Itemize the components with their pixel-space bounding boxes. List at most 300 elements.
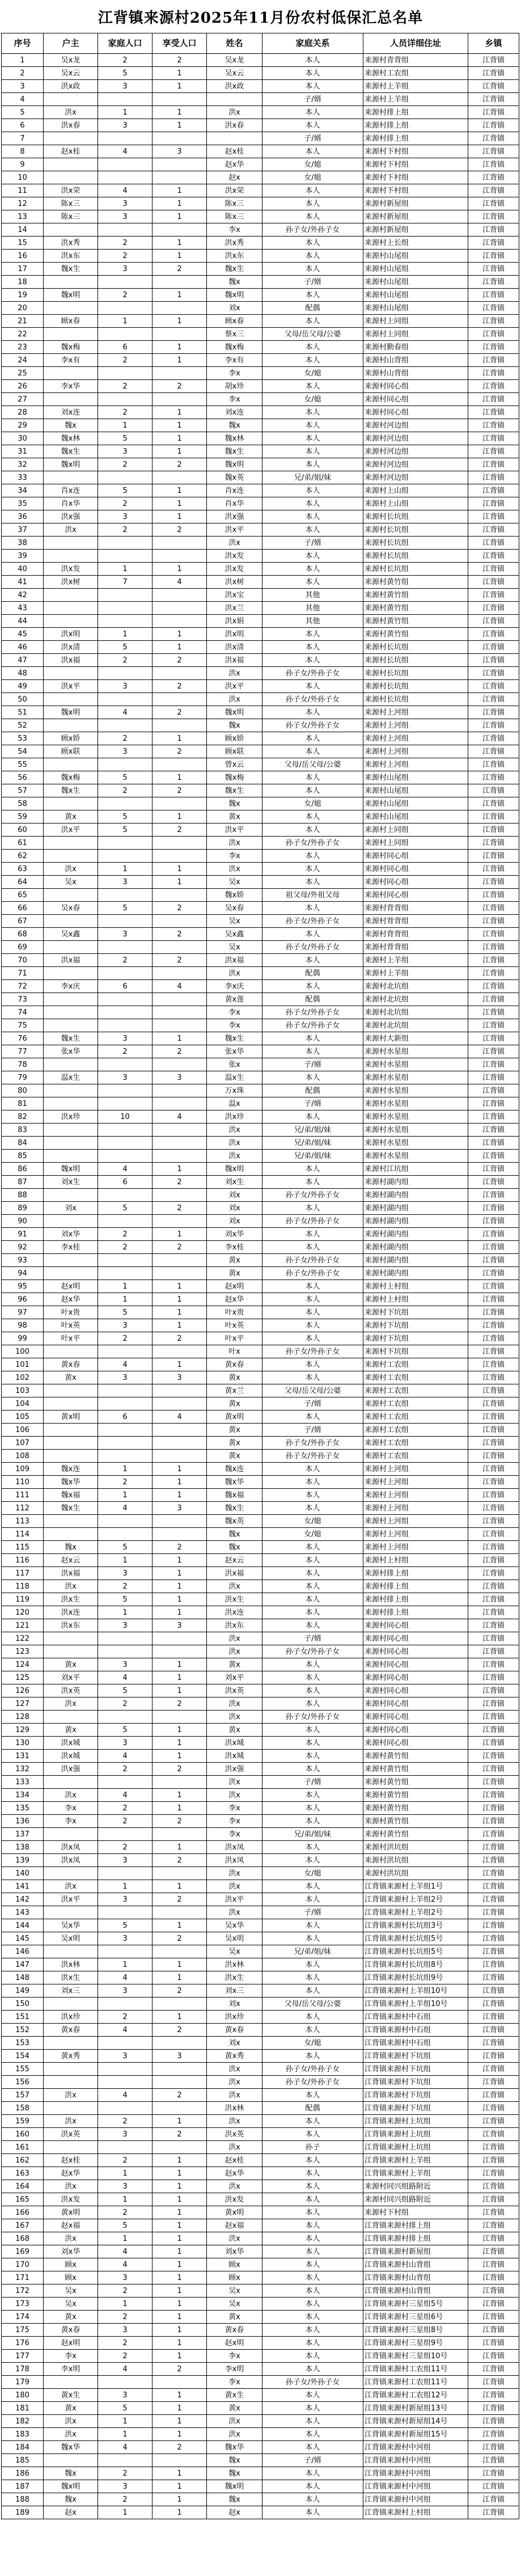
cell-householder [44, 1006, 98, 1019]
cell-address: 来源村上河组 [363, 706, 468, 719]
cell-benefit-size: 1 [153, 250, 207, 263]
cell-township: 江背镇 [468, 393, 519, 406]
cell-relation: 配偶 [262, 302, 363, 315]
cell-name: 黄x [207, 1254, 262, 1267]
col-township-header: 乡镇 [468, 33, 519, 54]
cell-relation: 本人 [262, 1293, 363, 1306]
cell-address: 来源村洪坑组 [363, 1854, 468, 1867]
cell-benefit-size: 1 [153, 1489, 207, 1502]
cell-relation: 本人 [262, 2050, 363, 2063]
cell-township: 江背镇 [468, 2128, 519, 2141]
cell-name: 魏x明 [207, 458, 262, 471]
cell-benefit-size [153, 1437, 207, 1450]
table-row [2, 354, 519, 367]
cell-relation: 本人 [262, 1541, 363, 1554]
cell-relation: 孙子女/外孙子女 [262, 719, 363, 732]
cell-householder [44, 132, 98, 145]
table-row [2, 563, 519, 576]
cell-householder [44, 941, 98, 954]
cell-relation: 本人 [262, 210, 363, 223]
cell-index: 89 [2, 1202, 44, 1215]
cell-family-size: 1 [98, 1463, 153, 1476]
table-row [2, 523, 519, 537]
cell-family-size [98, 1906, 153, 1919]
cell-index: 178 [2, 2363, 44, 2376]
cell-family-size: 2 [98, 2311, 153, 2324]
table-row [2, 1567, 519, 1580]
cell-family-size: 3 [98, 1371, 153, 1384]
cell-family-size: 2 [98, 784, 153, 797]
cell-name: 叶x [207, 1345, 262, 1358]
cell-township: 江背镇 [468, 2324, 519, 2337]
cell-benefit-size [153, 1424, 207, 1437]
cell-benefit-size: 3 [153, 1371, 207, 1384]
cell-benefit-size: 1 [153, 2350, 207, 2363]
cell-benefit-size: 2 [153, 1202, 207, 1215]
cell-family-size [98, 1215, 153, 1228]
cell-index: 34 [2, 484, 44, 497]
cell-township: 江背镇 [468, 1267, 519, 1280]
cell-township: 江背镇 [468, 263, 519, 276]
cell-township: 江背镇 [468, 2480, 519, 2493]
cell-name: 洪x福 [207, 1567, 262, 1580]
cell-householder: 李x庆 [44, 980, 98, 993]
cell-address: 来源村工农组 [363, 1358, 468, 1371]
cell-family-size [98, 1424, 153, 1437]
cell-benefit-size: 1 [153, 2245, 207, 2258]
cell-benefit-size: 2 [153, 1984, 207, 1998]
cell-benefit-size: 1 [153, 210, 207, 223]
cell-township: 江背镇 [468, 1058, 519, 1071]
cell-relation: 配偶 [262, 1084, 363, 1097]
cell-family-size: 4 [98, 706, 153, 719]
cell-address: 来源村同心组 [363, 1658, 468, 1671]
cell-relation: 本人 [262, 1593, 363, 1606]
cell-family-size: 6 [98, 980, 153, 993]
cell-householder [44, 393, 98, 406]
cell-index: 171 [2, 2271, 44, 2284]
cell-index: 119 [2, 1593, 44, 1606]
cell-name: 黄x兰 [207, 1384, 262, 1397]
cell-name: 黄x [207, 2402, 262, 2415]
cell-name: 赵x [207, 171, 262, 184]
cell-relation: 本人 [262, 784, 363, 797]
cell-householder [44, 1124, 98, 1137]
cell-relation: 本人 [262, 1893, 363, 1906]
cell-family-size: 2 [98, 2115, 153, 2128]
cell-benefit-size [153, 1137, 207, 1150]
cell-relation: 本人 [262, 654, 363, 667]
cell-householder [44, 2376, 98, 2389]
cell-township: 江背镇 [468, 1476, 519, 1489]
cell-name: 李x [207, 2376, 262, 2389]
cell-name: 洪x平 [207, 523, 262, 537]
table-row [2, 1371, 519, 1384]
cell-relation: 本人 [262, 445, 363, 458]
cell-index: 20 [2, 302, 44, 315]
cell-address: 来源村上长组 [363, 237, 468, 250]
cell-relation: 本人 [262, 1984, 363, 1998]
cell-relation: 本人 [262, 432, 363, 445]
table-row [2, 250, 519, 263]
cell-address: 来源村上河组 [363, 719, 468, 732]
table-row [2, 954, 519, 967]
cell-index: 43 [2, 602, 44, 615]
cell-householder [44, 1397, 98, 1411]
cell-benefit-size [153, 889, 207, 902]
cell-address: 来源村背背组 [363, 928, 468, 941]
cell-township: 江背镇 [468, 2441, 519, 2454]
cell-name: 黄x [207, 1424, 262, 1437]
cell-township: 江背镇 [468, 1437, 519, 1450]
cell-index: 24 [2, 354, 44, 367]
cell-householder: 吴x华 [44, 1919, 98, 1932]
table-row [2, 2337, 519, 2350]
table-row [2, 2376, 519, 2389]
table-row [2, 1998, 519, 2011]
cell-family-size [98, 537, 153, 550]
cell-name: 李x [207, 850, 262, 863]
cell-relation: 本人 [262, 2193, 363, 2206]
cell-family-size [98, 1254, 153, 1267]
cell-name: 魏x生 [207, 1032, 262, 1045]
cell-index: 113 [2, 1515, 44, 1528]
cell-benefit-size: 4 [153, 576, 207, 589]
cell-benefit-size: 2 [153, 784, 207, 797]
table-row [2, 941, 519, 954]
cell-householder [44, 302, 98, 315]
cell-householder: 洪x东 [44, 250, 98, 263]
cell-name: 魏x明 [207, 706, 262, 719]
cell-name: 洪x [207, 1632, 262, 1645]
cell-name: 魏x明 [207, 1163, 262, 1176]
cell-township: 江背镇 [468, 210, 519, 223]
table-row [2, 1906, 519, 1919]
cell-relation: 本人 [262, 1228, 363, 1241]
cell-relation: 本人 [262, 2402, 363, 2415]
cell-index: 115 [2, 1541, 44, 1554]
cell-benefit-size: 1 [153, 1971, 207, 1984]
cell-township: 江背镇 [468, 1332, 519, 1345]
cell-index: 6 [2, 119, 44, 132]
cell-householder: 洪x [44, 106, 98, 119]
cell-householder: 洪x生 [44, 1971, 98, 1984]
cell-township: 江背镇 [468, 2063, 519, 2076]
cell-address: 来源村河边组 [363, 445, 468, 458]
cell-householder: 洪x福 [44, 954, 98, 967]
cell-address: 来源村同心组 [363, 850, 468, 863]
cell-relation: 本人 [262, 2154, 363, 2167]
cell-householder [44, 171, 98, 184]
cell-name: 胡x珍 [207, 380, 262, 393]
cell-relation: 本人 [262, 1306, 363, 1319]
cell-relation: 女/媳 [262, 2037, 363, 2050]
cell-benefit-size: 3 [153, 2050, 207, 2063]
cell-address: 来源村黄竹组 [363, 1789, 468, 1802]
table-row [2, 1345, 519, 1358]
cell-householder: 赵x明 [44, 1280, 98, 1293]
cell-name: 洪x兰 [207, 602, 262, 615]
cell-name: 张x华 [207, 1045, 262, 1058]
cell-householder: 李x [44, 1802, 98, 1815]
cell-benefit-size [153, 1998, 207, 2011]
table-row [2, 237, 519, 250]
cell-householder: 洪x凤 [44, 1841, 98, 1854]
cell-family-size: 3 [98, 1932, 153, 1945]
table-row [2, 1632, 519, 1645]
cell-benefit-size [153, 1215, 207, 1228]
cell-name: 顾x [207, 2258, 262, 2271]
cell-family-size: 5 [98, 432, 153, 445]
cell-township: 江背镇 [468, 1228, 519, 1241]
cell-township: 江背镇 [468, 693, 519, 706]
cell-relation: 本人 [262, 1045, 363, 1058]
cell-index: 38 [2, 537, 44, 550]
cell-benefit-size: 2 [153, 654, 207, 667]
cell-index: 117 [2, 1567, 44, 1580]
cell-address: 来源村同心组 [363, 863, 468, 876]
cell-relation: 本人 [262, 1789, 363, 1802]
cell-householder: 叶x贵 [44, 1306, 98, 1319]
cell-index: 120 [2, 1606, 44, 1619]
table-row [2, 915, 519, 928]
cell-householder: 吴x春 [44, 902, 98, 915]
cell-name: 洪x [207, 1150, 262, 1163]
cell-householder: 洪x [44, 2232, 98, 2245]
cell-address: 来源村黄竹组 [363, 1815, 468, 1828]
cell-name: 洪x秀 [207, 237, 262, 250]
cell-householder: 刘x连 [44, 406, 98, 419]
table-row [2, 2206, 519, 2219]
cell-family-size: 1 [98, 2167, 153, 2180]
cell-name: 黄x [207, 1437, 262, 1450]
table-row [2, 315, 519, 328]
cell-township: 江背镇 [468, 810, 519, 824]
table-row [2, 54, 519, 67]
cell-township: 江背镇 [468, 1176, 519, 1189]
cell-family-size: 2 [98, 2206, 153, 2219]
cell-address: 江背镇来源村上羊组 [363, 2154, 468, 2167]
cell-family-size: 2 [98, 2493, 153, 2506]
cell-benefit-size [153, 941, 207, 954]
cell-name: 魏x生 [207, 263, 262, 276]
cell-township: 江背镇 [468, 1971, 519, 1984]
table-row [2, 2232, 519, 2245]
cell-index: 2 [2, 67, 44, 80]
cell-householder [44, 1137, 98, 1150]
cell-relation: 子/婿 [262, 93, 363, 106]
cell-benefit-size [153, 550, 207, 563]
cell-relation: 本人 [262, 863, 363, 876]
cell-index: 157 [2, 2089, 44, 2102]
cell-name: 叶x平 [207, 1332, 262, 1345]
cell-name: 魏x娇 [207, 889, 262, 902]
cell-township: 江背镇 [468, 1828, 519, 1841]
cell-relation: 女/媳 [262, 367, 363, 380]
cell-name: 吴x鑫 [207, 928, 262, 941]
cell-index: 98 [2, 1319, 44, 1332]
cell-benefit-size: 1 [153, 1684, 207, 1697]
cell-township: 江背镇 [468, 980, 519, 993]
cell-township: 江背镇 [468, 2089, 519, 2102]
cell-address: 江背镇来源村工农组11号 [363, 2363, 468, 2376]
cell-address: 来源村同心组 [363, 380, 468, 393]
table-row [2, 2115, 519, 2128]
cell-township: 江背镇 [468, 106, 519, 119]
cell-benefit-size [153, 1528, 207, 1541]
cell-address: 来源村同心组 [363, 1737, 468, 1750]
cell-benefit-size: 1 [153, 1750, 207, 1763]
table-row [2, 576, 519, 589]
cell-benefit-size [153, 132, 207, 145]
cell-benefit-size [153, 1019, 207, 1032]
table-row [2, 706, 519, 719]
cell-householder: 黄x春 [44, 1358, 98, 1371]
cell-relation: 配偶 [262, 967, 363, 980]
cell-index: 125 [2, 1671, 44, 1684]
cell-householder [44, 1515, 98, 1528]
cell-index: 177 [2, 2350, 44, 2363]
cell-householder [44, 1345, 98, 1358]
cell-benefit-size [153, 1867, 207, 1880]
table-row [2, 197, 519, 210]
cell-relation: 女/媳 [262, 1867, 363, 1880]
cell-family-size: 6 [98, 1176, 153, 1189]
cell-benefit-size [153, 171, 207, 184]
cell-index: 116 [2, 1554, 44, 1567]
cell-index: 167 [2, 2219, 44, 2232]
cell-address: 来源村同心组 [363, 1711, 468, 1724]
cell-family-size [98, 2076, 153, 2089]
cell-township: 江背镇 [468, 2011, 519, 2024]
cell-family-size: 2 [98, 1841, 153, 1854]
cell-name: 刘x平 [207, 1671, 262, 1684]
table-row [2, 484, 519, 497]
cell-relation: 本人 [262, 732, 363, 745]
cell-township: 江背镇 [468, 850, 519, 863]
table-row [2, 902, 519, 915]
cell-benefit-size: 2 [153, 1815, 207, 1828]
cell-benefit-size: 1 [153, 810, 207, 824]
cell-township: 江背镇 [468, 93, 519, 106]
cell-benefit-size: 1 [153, 1724, 207, 1737]
cell-name: 吴x [207, 941, 262, 954]
table-row [2, 810, 519, 824]
cell-family-size [98, 967, 153, 980]
cell-address: 江背镇来源村上羊组2号 [363, 1893, 468, 1906]
cell-relation: 本人 [262, 1750, 363, 1763]
cell-index: 184 [2, 2441, 44, 2454]
cell-householder: 洪x英 [44, 1684, 98, 1697]
cell-township: 江背镇 [468, 250, 519, 263]
cell-relation: 兄/弟/姐/妹 [262, 471, 363, 484]
cell-relation: 子/婿 [262, 1906, 363, 1919]
cell-family-size: 1 [98, 1554, 153, 1567]
table-row [2, 1019, 519, 1032]
cell-name: 黄x明 [207, 2206, 262, 2219]
cell-family-size [98, 393, 153, 406]
cell-relation: 本人 [262, 1619, 363, 1632]
cell-relation: 本人 [262, 1567, 363, 1580]
cell-householder: 洪x [44, 2428, 98, 2441]
cell-township: 江背镇 [468, 1711, 519, 1724]
cell-name: 魏x梅 [207, 341, 262, 354]
cell-township: 江背镇 [468, 1593, 519, 1606]
cell-householder [44, 1998, 98, 2011]
cell-address: 江背镇来源村长坑组9号 [363, 1971, 468, 1984]
table-row [2, 1110, 519, 1124]
cell-township: 江背镇 [468, 2115, 519, 2128]
cell-householder: 肖x华 [44, 497, 98, 510]
table-row [2, 1150, 519, 1163]
cell-address: 来源村山尾组 [363, 289, 468, 302]
cell-family-size [98, 1397, 153, 1411]
cell-family-size: 5 [98, 1541, 153, 1554]
cell-family-size [98, 1345, 153, 1358]
cell-township: 江背镇 [468, 1619, 519, 1632]
cell-index: 5 [2, 106, 44, 119]
cell-benefit-size [153, 993, 207, 1006]
cell-relation: 本人 [262, 1319, 363, 1332]
cell-householder: 顾x春 [44, 315, 98, 328]
cell-benefit-size: 3 [153, 1071, 207, 1084]
cell-township: 江背镇 [468, 54, 519, 67]
cell-householder: 洪x珍 [44, 2011, 98, 2024]
cell-householder: 黄x春 [44, 2324, 98, 2337]
cell-relation: 本人 [262, 2284, 363, 2298]
cell-township: 江背镇 [468, 1750, 519, 1763]
cell-benefit-size: 2 [153, 2024, 207, 2037]
table-row [2, 1463, 519, 1476]
table-row [2, 1241, 519, 1254]
cell-family-size: 3 [98, 197, 153, 210]
cell-householder [44, 993, 98, 1006]
cell-relation: 本人 [262, 2128, 363, 2141]
cell-township: 江背镇 [468, 171, 519, 184]
cell-householder: 魏x明 [44, 458, 98, 471]
cell-index: 182 [2, 2415, 44, 2428]
cell-address: 江背镇来源村中河组 [363, 2493, 468, 2506]
cell-householder: 李x桂 [44, 1241, 98, 1254]
cell-name: 万x珠 [207, 1084, 262, 1097]
cell-address: 来源村排上组 [363, 1606, 468, 1619]
cell-name: 洪x [207, 2115, 262, 2128]
cell-township: 江背镇 [468, 2167, 519, 2180]
cell-householder [44, 1384, 98, 1397]
cell-name: 洪x城 [207, 1750, 262, 1763]
cell-benefit-size [153, 1397, 207, 1411]
cell-householder [44, 758, 98, 771]
cell-address: 来源村排上组 [363, 1567, 468, 1580]
cell-benefit-size [153, 1267, 207, 1280]
cell-name: 洪x树 [207, 576, 262, 589]
cell-relation: 本人 [262, 145, 363, 158]
cell-family-size: 4 [98, 1671, 153, 1684]
cell-householder: 黄x [44, 2311, 98, 2324]
cell-index: 79 [2, 1071, 44, 1084]
cell-address: 来源村湖内组 [363, 1215, 468, 1228]
cell-family-size: 2 [98, 250, 153, 263]
cell-family-size: 2 [98, 54, 153, 67]
cell-township: 江背镇 [468, 1502, 519, 1515]
cell-township: 江背镇 [468, 758, 519, 771]
cell-township: 江背镇 [468, 1867, 519, 1880]
cell-index: 62 [2, 850, 44, 863]
cell-family-size: 4 [98, 2363, 153, 2376]
cell-householder [44, 967, 98, 980]
cell-name: 顾x春 [207, 315, 262, 328]
cell-index: 176 [2, 2337, 44, 2350]
